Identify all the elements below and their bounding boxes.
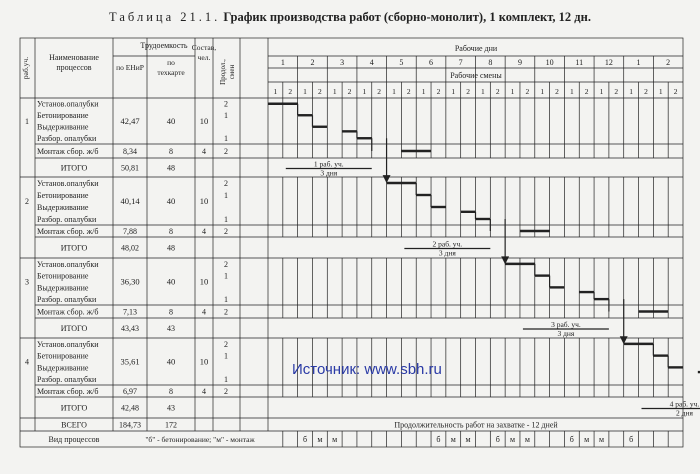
section-number: 3 xyxy=(25,277,29,287)
shift-label: 2 xyxy=(495,87,500,96)
arrow-head xyxy=(384,176,390,182)
process-duration: 1 xyxy=(224,215,228,224)
shift-label: 2 xyxy=(673,87,678,96)
schedule-bars xyxy=(268,104,700,391)
process-name: Выдерживание xyxy=(37,283,89,293)
shift-label: 1 xyxy=(332,87,337,96)
arrow-head xyxy=(621,337,627,343)
total-label: ИТОГО xyxy=(60,163,88,173)
vsego-label: ВСЕГО xyxy=(61,420,87,430)
shift-label: 2 xyxy=(525,87,530,96)
total-label: ИТОГО xyxy=(60,324,88,333)
kind-mark: м xyxy=(510,435,516,444)
montage-duration: 2 xyxy=(224,387,228,396)
kind-mark: б xyxy=(303,435,308,444)
process-name: Выдерживание xyxy=(37,363,89,373)
shift-label: 2 xyxy=(318,87,322,96)
shift-label: 1 xyxy=(569,87,574,96)
day-label: 7 xyxy=(458,58,463,67)
labor-enir: 42,47 xyxy=(120,116,140,126)
process-duration: 1 xyxy=(224,271,228,281)
montage-duration: 2 xyxy=(224,227,228,236)
shift-label: 2 xyxy=(555,87,559,96)
process-duration: 1 xyxy=(224,134,228,144)
shift-label: 1 xyxy=(599,87,604,96)
section-note: 2 дня xyxy=(676,408,693,418)
labor-tech: 40 xyxy=(166,116,176,126)
header-process: Наименование xyxy=(49,53,99,62)
kinds-legend: "б" - бетонирование; "м" - монтаж xyxy=(145,435,255,444)
process-name: Разбор. опалубки xyxy=(37,375,97,385)
header-labor: Трудоемкость xyxy=(140,41,188,50)
crew-size: 10 xyxy=(199,116,209,126)
process-duration: 1 xyxy=(224,191,228,200)
kind-mark: м xyxy=(465,435,471,444)
section-note: 3 дня xyxy=(557,329,575,338)
process-duration: 2 xyxy=(224,99,228,109)
montage-crew: 4 xyxy=(202,387,206,396)
day-label: 1 xyxy=(280,58,285,67)
labor-tech: 40 xyxy=(166,276,176,287)
day-label: 2 xyxy=(666,58,671,67)
header-labor-tech: техкарте xyxy=(157,68,185,77)
crew-size: 10 xyxy=(199,276,209,287)
header-labor-enir: по ЕНиР xyxy=(116,63,144,72)
shift-label: 2 xyxy=(466,87,470,96)
day-label: 1 xyxy=(636,58,641,67)
day-label: 8 xyxy=(488,58,493,67)
section-note: 3 дня xyxy=(320,168,338,178)
process-name: Бетонирование xyxy=(37,191,89,200)
total-enir: 42,48 xyxy=(121,403,139,413)
section-number: 1 xyxy=(25,117,29,126)
table-text xyxy=(21,41,699,444)
shift-label: 2 xyxy=(377,87,382,96)
vsego-enir: 184,73 xyxy=(119,420,141,430)
shift-label: 1 xyxy=(658,87,663,96)
source-watermark: Источник: www.sbh.ru xyxy=(292,361,442,378)
table-caption: График производства работ (сборно-монолит), 1 комплект, 12 дн. xyxy=(223,10,591,24)
process-duration: 1 xyxy=(224,375,228,385)
montage-label: Монтаж сбор. ж/б xyxy=(37,307,99,317)
montage-enir: 7,88 xyxy=(123,227,137,236)
arrow-head xyxy=(502,257,508,263)
day-label: 2 xyxy=(310,58,315,67)
header-crew: чел. xyxy=(197,53,211,62)
montage-enir: 6,97 xyxy=(123,387,137,396)
header-duration: Продол., xyxy=(219,59,227,85)
montage-crew: 4 xyxy=(202,307,206,317)
process-name: Выдерживание xyxy=(37,203,89,212)
section-number: 4 xyxy=(25,357,29,367)
process-name: Выдерживание xyxy=(37,122,89,132)
day-label: 10 xyxy=(545,58,554,67)
day-label: 12 xyxy=(604,58,613,67)
section-note: 1 раб. уч. xyxy=(313,159,344,169)
labor-enir: 35,61 xyxy=(120,356,140,367)
header-rab-uch: раб.уч. xyxy=(21,56,30,80)
shift-label: 1 xyxy=(421,87,426,96)
day-label: 5 xyxy=(399,58,404,67)
process-name: Установ.опалубки xyxy=(37,99,99,109)
shift-label: 1 xyxy=(629,87,633,96)
section-number: 2 xyxy=(25,197,29,206)
kind-mark: м xyxy=(598,435,605,444)
process-duration: 1 xyxy=(224,295,228,305)
shift-label: 1 xyxy=(481,87,485,96)
section-note: 2 раб. уч. xyxy=(432,239,463,249)
shift-label: 1 xyxy=(273,87,278,96)
labor-enir: 36,30 xyxy=(120,276,140,287)
montage-crew: 4 xyxy=(202,227,206,236)
day-label: 11 xyxy=(575,58,584,67)
labor-tech: 40 xyxy=(166,356,176,367)
montage-label: Монтаж сбор. ж/б xyxy=(37,147,99,156)
montage-label: Монтаж сбор. ж/б xyxy=(37,387,99,396)
montage-tech: 8 xyxy=(169,387,173,396)
shift-label: 2 xyxy=(614,87,619,96)
crew-size: 10 xyxy=(199,356,209,367)
process-name: Бетонирование xyxy=(37,271,89,281)
total-enir: 50,81 xyxy=(121,163,139,173)
kind-mark: м xyxy=(332,435,338,444)
total-label: ИТОГО xyxy=(60,403,88,413)
montage-label: Монтаж сбор. ж/б xyxy=(37,227,99,236)
montage-tech: 8 xyxy=(169,227,173,236)
day-label: 6 xyxy=(429,58,434,67)
vsego-tech: 172 xyxy=(165,420,177,430)
kind-mark: м xyxy=(524,435,530,444)
montage-tech: 8 xyxy=(169,147,173,156)
process-duration: 2 xyxy=(224,339,228,349)
labor-enir: 40,14 xyxy=(120,196,140,206)
kind-mark: м xyxy=(450,435,456,444)
kind-mark: м xyxy=(584,435,590,444)
process-name: Бетонирование xyxy=(37,111,89,121)
process-name: Разбор. опалубки xyxy=(37,134,97,144)
total-label: ИТОГО xyxy=(60,243,88,253)
shift-label: 2 xyxy=(436,87,441,96)
total-enir: 43,43 xyxy=(121,324,139,333)
kinds-label: Вид процессов xyxy=(48,435,100,444)
header-labor-tech: по xyxy=(167,58,175,67)
day-label: 4 xyxy=(369,58,374,67)
kind-mark: б xyxy=(569,435,574,444)
kind-mark: б xyxy=(495,435,500,444)
shift-label: 1 xyxy=(362,87,367,96)
montage-enir: 7,13 xyxy=(123,307,137,317)
process-duration: 1 xyxy=(224,351,228,361)
day-label: 9 xyxy=(517,58,522,67)
total-tech: 48 xyxy=(167,163,175,173)
section-note: 3 раб. уч. xyxy=(551,320,581,329)
total-tech: 43 xyxy=(167,324,175,333)
shift-label: 1 xyxy=(303,87,307,96)
header-work-days: Рабочие дни xyxy=(454,44,498,53)
shift-label: 2 xyxy=(406,87,411,96)
process-duration: 1 xyxy=(224,111,228,121)
section-note: 4 раб. уч. xyxy=(669,399,700,409)
vsego-duration-text: Продолжительность работ на захватке - 12 дней xyxy=(394,420,558,430)
shift-label: 1 xyxy=(392,87,396,96)
shift-label: 1 xyxy=(540,87,545,96)
table-number: Таблица 21.1. xyxy=(109,10,221,24)
grid-lines xyxy=(20,38,683,447)
process-name: Разбор. опалубки xyxy=(37,295,97,305)
crew-size: 10 xyxy=(199,196,209,206)
montage-enir: 8,34 xyxy=(123,147,137,156)
total-tech: 48 xyxy=(167,243,175,253)
process-duration: 2 xyxy=(224,259,228,269)
shift-label: 1 xyxy=(451,87,456,96)
header-crew: Состав, xyxy=(191,43,217,52)
process-duration: 2 xyxy=(224,179,228,188)
header-process: процессов xyxy=(56,63,92,72)
montage-tech: 8 xyxy=(169,307,173,317)
process-name: Установ.опалубки xyxy=(37,259,99,269)
kind-mark: б xyxy=(629,435,634,444)
shift-label: 1 xyxy=(510,87,515,96)
montage-crew: 4 xyxy=(202,147,206,156)
labor-tech: 40 xyxy=(166,196,176,206)
shift-label: 2 xyxy=(288,87,293,96)
table-frame xyxy=(20,38,683,447)
process-name: Разбор. опалубки xyxy=(37,215,97,224)
header-work-shifts: Рабочие смены xyxy=(450,71,502,80)
total-tech: 43 xyxy=(167,403,175,413)
shift-label: 2 xyxy=(644,87,648,96)
kind-mark: б xyxy=(436,435,441,444)
process-name: Бетонирование xyxy=(37,351,89,361)
process-name: Установ.опалубки xyxy=(37,179,99,188)
kind-mark: м xyxy=(317,435,323,444)
montage-duration: 2 xyxy=(224,307,228,317)
montage-duration: 2 xyxy=(224,147,228,156)
shift-label: 2 xyxy=(584,87,589,96)
day-label: 3 xyxy=(340,58,345,67)
section-note: 3 дня xyxy=(438,248,456,258)
process-name: Установ.опалубки xyxy=(37,339,99,349)
shift-label: 2 xyxy=(347,87,352,96)
total-enir: 48,02 xyxy=(121,243,139,253)
header-duration: смен xyxy=(228,64,236,80)
